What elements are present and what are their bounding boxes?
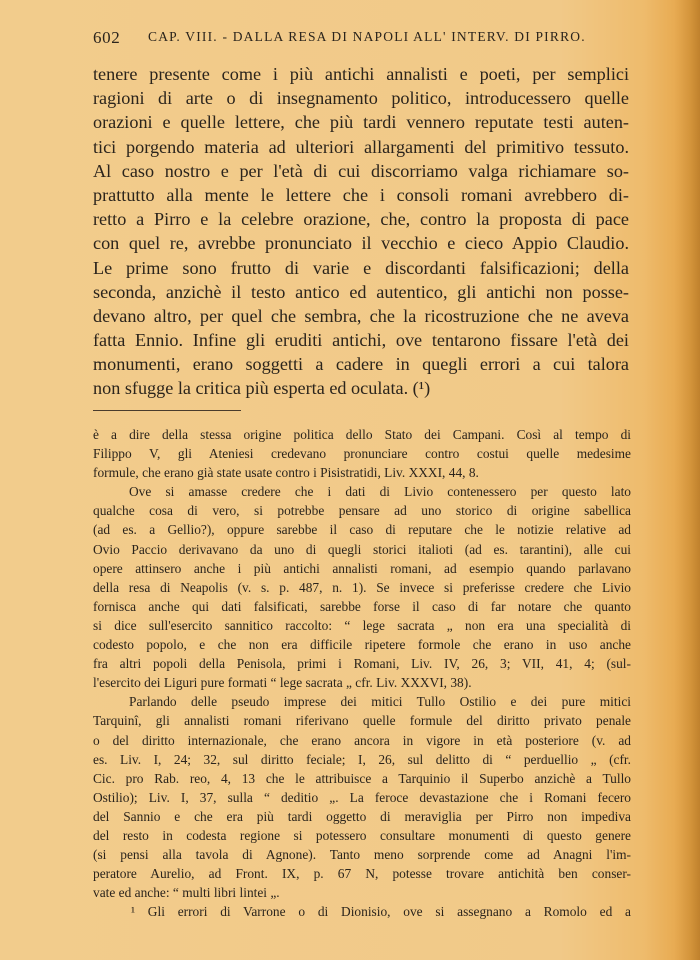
note-line: Cic. pro Rab. reo, 4, 13 che le attribuisce a Tarquinio il Superbo anzichè a Tullo	[93, 770, 631, 786]
note-line: qualche cosa di vero, si potrebbe pensare ad uno storico di origine sabellica	[93, 503, 631, 519]
note-line: vate ed anche: “ multi libri lintei „.	[93, 885, 280, 901]
footnote-separator	[93, 410, 241, 411]
note-line: Ostilio); Liv. I, 37, sulla “ deditio „. La feroce devastazione che i Romani fecero	[93, 789, 631, 805]
note-line: peratore Aurelio, ad Front. IX, p. 67 N, potesse trovare antichità ben conser-	[93, 866, 631, 882]
body-line: prattutto alla mente le lettere che i consoli romani avrebbero di-	[93, 184, 629, 205]
body-line: Le prime sono frutto di varie e discordanti falsificazioni; della	[93, 257, 629, 278]
body-line: con quel re, avrebbe pronunciato il vecchio e cieco Appio Claudio.	[93, 233, 629, 254]
main-text	[93, 62, 629, 401]
body-line: non sfugge la critica più esperta ed oculata. (¹)	[93, 378, 431, 399]
running-header	[93, 28, 593, 50]
page-number: 602	[93, 28, 121, 47]
body-line: retto a Pirro e la celebre orazione, che, contro la proposta di pace	[93, 209, 629, 230]
body-line: devano altro, per quel che sembra, che la ricostruzione che ne aveva	[93, 305, 629, 326]
body-line: monumenti, erano soggetti a cadere in quegli errori a cui talora	[93, 354, 629, 375]
note-line: opere attinsero anche i più antichi annalisti romani, ad esempio quando parlavano	[93, 560, 631, 576]
page-edge-shadow	[674, 0, 700, 960]
note-line: formule, che erano già state usate contro i Pisistratidi, Liv. XXXI, 44, 8.	[93, 465, 479, 481]
note-line: Parlando delle pseudo imprese dei mitici Tullo Ostilio e dei pure mitici	[129, 694, 631, 710]
note-line: è a dire della stessa origine politica dello Stato dei Campani. Così al tempo di	[93, 427, 631, 442]
body-line: seconda, anzichè il testo antico ed autentico, gli antichi non posse-	[93, 281, 629, 302]
body-line: ragioni di arte o di insegnamento politico, introducessero quelle	[93, 88, 629, 109]
note-line: o del diritto internazionale, che erano ancora in vigore in età posteriore (v. ad	[93, 732, 631, 748]
note-line: del resto in codesta regione si potessero consultare monumenti di questo genere	[93, 827, 631, 843]
note-line: fra altri popoli della Penisola, primi i Romani, Liv. IV, 26, 3; VII, 41, 4; (sul-	[93, 656, 631, 672]
note-line: (ad es. a Gellio?), oppure sarebbe il caso di reputare che le notizie relative ad	[93, 522, 631, 538]
body-line: Al caso nostro e per l'età di cui discorriamo valga richiamare so-	[93, 160, 629, 181]
note-line: Ovio Paccio derivavano da uno di quegli storici italioti (ad es. tarantini), alle cui	[93, 541, 631, 557]
body-line: fatta Ennio. Infine gli eruditi antichi, ove tentarono fissare l'età dei	[93, 330, 629, 351]
body-line: orazioni e quelle lettere, che più tardi vennero reputate testi auten-	[93, 112, 629, 133]
note-line: della resa di Neapolis (v. s. p. 487, n. 1). Se invece si preferisse credere che Livio	[93, 579, 631, 595]
running-title: CAP. VIII. - DALLA RESA DI NAPOLI ALL' INTERV. DI PIRRO.	[148, 29, 586, 44]
body-line: tenere presente come i più antichi annalisti e poeti, per semplici	[93, 64, 629, 84]
note-line: es. Liv. I, 24; 32, sul diritto feciale; I, 26, sul delitto di “ perduellio „ (cfr.	[93, 751, 631, 767]
body-line: tici porgendo materia ad ulteriori allargamenti del primitivo tessuto.	[93, 136, 629, 157]
note-line: Filippo V, gli Ateniesi credevano pronunciare contro costui quelle medesime	[93, 446, 631, 462]
note-line: codesto popolo, e che non era difficile ripetere formole che erano in uso anche	[93, 637, 631, 653]
note-line: del Sannio e che era più tardi oggetto di meraviglia per Pirro non impediva	[93, 808, 631, 824]
note-line: fornisca anche qui dati falsificati, sarebbe forse il caso di far notare che quanto	[93, 598, 631, 614]
note-line: si dice sull'esercito sannitico raccolto: “ lege sacrata „ non era una specialità di	[93, 617, 631, 633]
note-line: Tarquinî, gli annalisti romani riferivano quelle formule del diritto privato penale	[93, 713, 631, 729]
footnote-1-line: ¹ Gli errori di Varrone o di Dionisio, ove si assegnano a Romolo ed a	[131, 904, 631, 920]
note-line: Ove si amasse credere che i dati di Livio contenessero per questo lato	[129, 484, 631, 500]
footnotes	[93, 425, 631, 921]
note-line: (si pensi alla tavola di Agnone). Tanto meno sorprende come ad Anagni l'im-	[93, 847, 631, 863]
note-line: l'esercito dei Liguri pure formati “ lege sacrata „ cfr. Liv. XXXVI, 38).	[93, 675, 472, 691]
